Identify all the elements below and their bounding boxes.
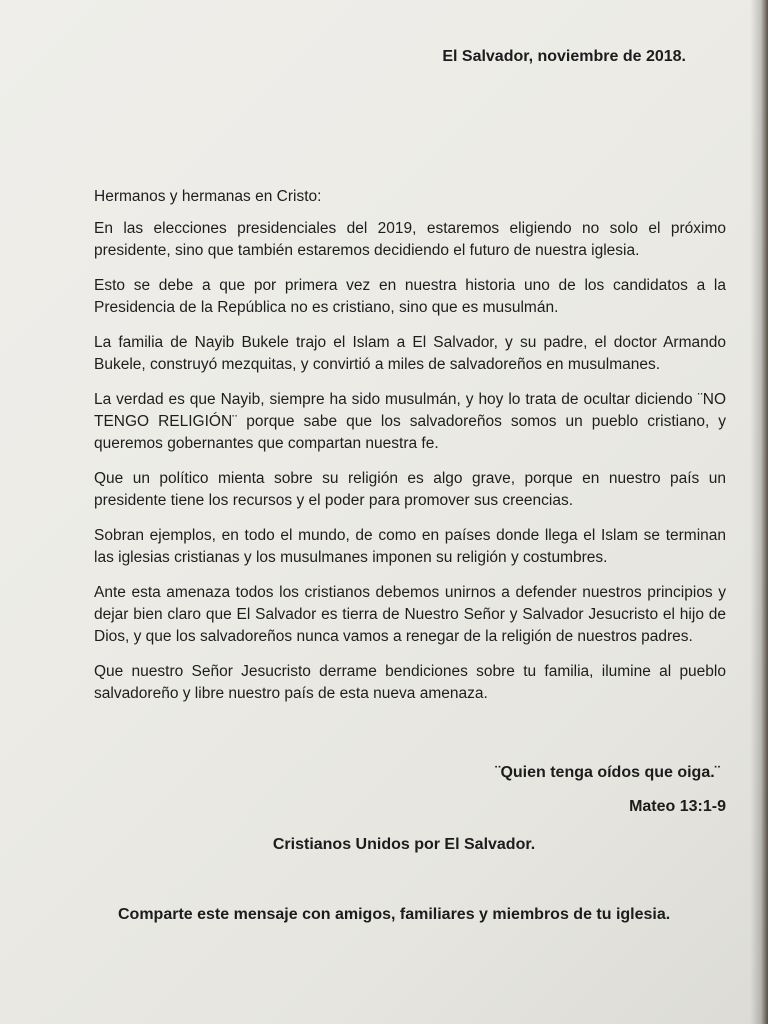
paragraph-blessing: Que nuestro Señor Jesucristo derrame bendiciones sobre tu familia, ilumine al pueblo salvadoreño y libre nuestro país de esta nueva amenaza.: [94, 663, 726, 702]
closing-quote: ¨Quien tenga oídos que oiga.¨: [495, 764, 720, 781]
salutation: Hermanos y hermanas en Cristo:: [94, 188, 322, 205]
dateline: El Salvador, noviembre de 2018.: [442, 48, 686, 65]
paragraph-examples: Sobran ejemplos, en todo el mundo, de como en países donde llega el Islam se terminan las iglesias cristianas y los musulmanes imponen su religión y costumbres.: [94, 527, 726, 566]
letter-body: [94, 186, 726, 718]
paragraph-threat: Ante esta amenaza todos los cristianos debemos unirnos a defender nuestros principios y dejar bien claro que El Salvador es tierra de Nuestro Señor y Salvador Jesucristo el hijo de Dios, y que los salvadoreños nunca vamos a renegar de la religión de nuestros padres.: [94, 584, 726, 645]
paragraph-candidate: Esto se debe a que por primera vez en nuestra historia uno de los candidatos a la Presidencia de la República no es cristiano, sino que es musulmán.: [94, 277, 726, 316]
paragraph-truth: La verdad es que Nayib, siempre ha sido musulmán, y hoy lo trata de ocultar diciendo ¨NO TENGO RELIGIÓN¨ porque sabe que los salvadoreños somos un pueblo cristiano, y queremos gobernantes que compartan nuestra fe.: [94, 391, 726, 452]
paragraph-family: La familia de Nayib Bukele trajo el Islam a El Salvador, y su padre, el doctor Armando Bukele, construyó mezquitas, y convirtió a miles de salvadoreños en musulmanes.: [94, 334, 726, 373]
share-message: Comparte este mensaje con amigos, familiares y miembros de tu iglesia.: [118, 906, 671, 923]
paragraph-politician: Que un político mienta sobre su religión es algo grave, porque en nuestro país un presidente tiene los recursos y el poder para promover sus creencias.: [94, 470, 726, 509]
paragraph-elections: En las elecciones presidenciales del 2019, estaremos eligiendo no solo el próximo presidente, sino que también estaremos decidiendo el futuro de nuestra iglesia.: [94, 220, 726, 259]
signature: Cristianos Unidos por El Salvador.: [272, 836, 536, 853]
bible-verse: Mateo 13:1-9: [629, 798, 726, 815]
page-edge-shadow: [750, 0, 768, 1024]
